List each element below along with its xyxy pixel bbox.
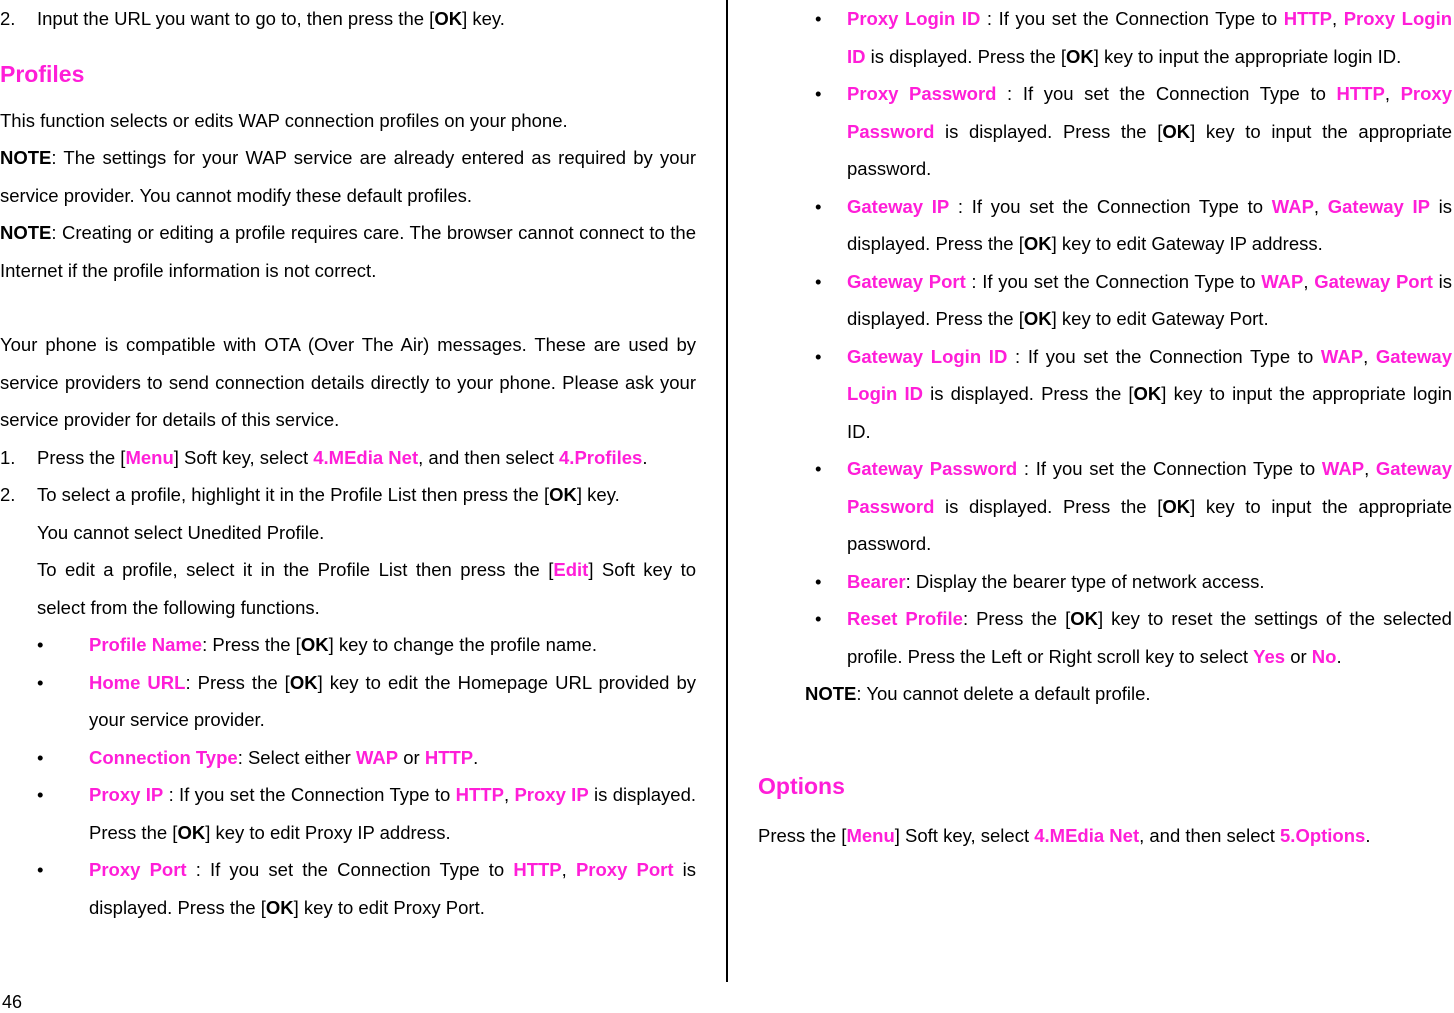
bullet-gateway-login-id: • Gateway Login ID : If you set the Connection Type to WAP, Gateway Login ID is displayed. Press the [OK] key to input the appropriate login ID. <box>758 338 1452 451</box>
bullet-gateway-ip: • Gateway IP : If you set the Connection Type to WAP, Gateway IP is displayed. Press the [OK] key to edit Gateway IP address. <box>758 188 1452 263</box>
ota-paragraph: Your phone is compatible with OTA (Over The Air) messages. These are used by service providers to send connection details directly to your phone. Please ask your service provider for details of this service. <box>0 334 696 430</box>
step-2: 2. To select a profile, highlight it in the Profile List then press the [OK] key. <box>0 484 620 505</box>
bullet-icon: • <box>37 634 44 655</box>
page-number: 46 <box>2 992 23 1012</box>
bullet-gateway-password: • Gateway Password : If you set the Connection Type to WAP, Gateway Password is displayed. Press the [OK] key to input the appropriate password. <box>758 450 1452 563</box>
options-text: Press the [Menu] Soft key, select 4.MEdia Net, and then select 5.Options. <box>758 824 1371 846</box>
profiles-heading: Profiles <box>0 60 85 87</box>
bullet-icon: • <box>37 784 44 805</box>
bullet-connection-type: • Connection Type: Select either WAP or HTTP. <box>0 739 696 777</box>
bullet-home-url: • Home URL: Press the [OK] key to edit the Homepage URL provided by your service provider. <box>0 664 696 739</box>
bullet-profile-name: • Profile Name: Press the [OK] key to change the profile name. <box>0 626 696 664</box>
bullet-icon: • <box>815 270 822 292</box>
profiles-intro: This function selects or edits WAP connection profiles on your phone. <box>0 109 568 131</box>
bullet-bearer: • Bearer: Display the bearer type of network access. <box>758 563 1452 601</box>
left-column <box>0 0 696 926</box>
column-divider <box>726 0 728 982</box>
step-number: 2. <box>0 8 16 29</box>
right-column <box>758 0 1452 854</box>
bullet-gateway-port: • Gateway Port : If you set the Connection Type to WAP, Gateway Port is displayed. Press the [OK] key to edit Gateway Port. <box>758 263 1452 338</box>
step-2-edit: To edit a profile, select it in the Profile List then press the [Edit] Soft key to select from the following functions. <box>37 559 696 618</box>
bullet-icon: • <box>815 458 822 479</box>
step-input-url: 2. Input the URL you want to go to, then press the [OK] key. <box>0 0 696 38</box>
note-default-profile: NOTE: You cannot delete a default profile. <box>805 683 1151 704</box>
bullet-icon: • <box>37 746 44 768</box>
bullet-icon: • <box>815 195 822 217</box>
note-default-profiles: NOTE: The settings for your WAP service are already entered as required by your service provider. You cannot modify these default profiles. <box>0 147 696 206</box>
options-heading: Options <box>758 772 845 799</box>
note-creating-profile: NOTE: Creating or editing a profile requires care. The browser cannot connect to the Internet if the profile information is not correct. <box>0 222 696 281</box>
bullet-proxy-port: • Proxy Port : If you set the Connection Type to HTTP, Proxy Port is displayed. Press the [OK] key to edit Proxy Port. <box>0 851 696 926</box>
bullet-icon: • <box>815 570 822 592</box>
bullet-proxy-ip: • Proxy IP : If you set the Connection Type to HTTP, Proxy IP is displayed. Press the [OK] key to edit Proxy IP address. <box>0 776 696 851</box>
step-2-unedited: You cannot select Unedited Profile. <box>37 521 325 543</box>
bullet-proxy-password: • Proxy Password : If you set the Connection Type to HTTP, Proxy Password is displayed. Press the [OK] key to input the appropriate password. <box>758 75 1452 188</box>
bullet-icon: • <box>815 345 822 367</box>
bullet-icon: • <box>37 859 44 880</box>
bullet-icon: • <box>37 671 44 693</box>
bullet-icon: • <box>815 83 822 104</box>
bullet-icon: • <box>815 608 822 629</box>
bullet-icon: • <box>815 8 822 29</box>
bullet-proxy-login-id: • Proxy Login ID : If you set the Connection Type to HTTP, Proxy Login ID is displayed. Press the [OK] key to input the appropriate login ID. <box>758 0 1452 75</box>
step-1: 1. Press the [Menu] Soft key, select 4.MEdia Net, and then select 4.Profiles. <box>0 446 648 468</box>
bullet-reset-profile: • Reset Profile: Press the [OK] key to reset the settings of the selected profile. Press the Left or Right scroll key to select Yes or No. <box>758 600 1452 675</box>
